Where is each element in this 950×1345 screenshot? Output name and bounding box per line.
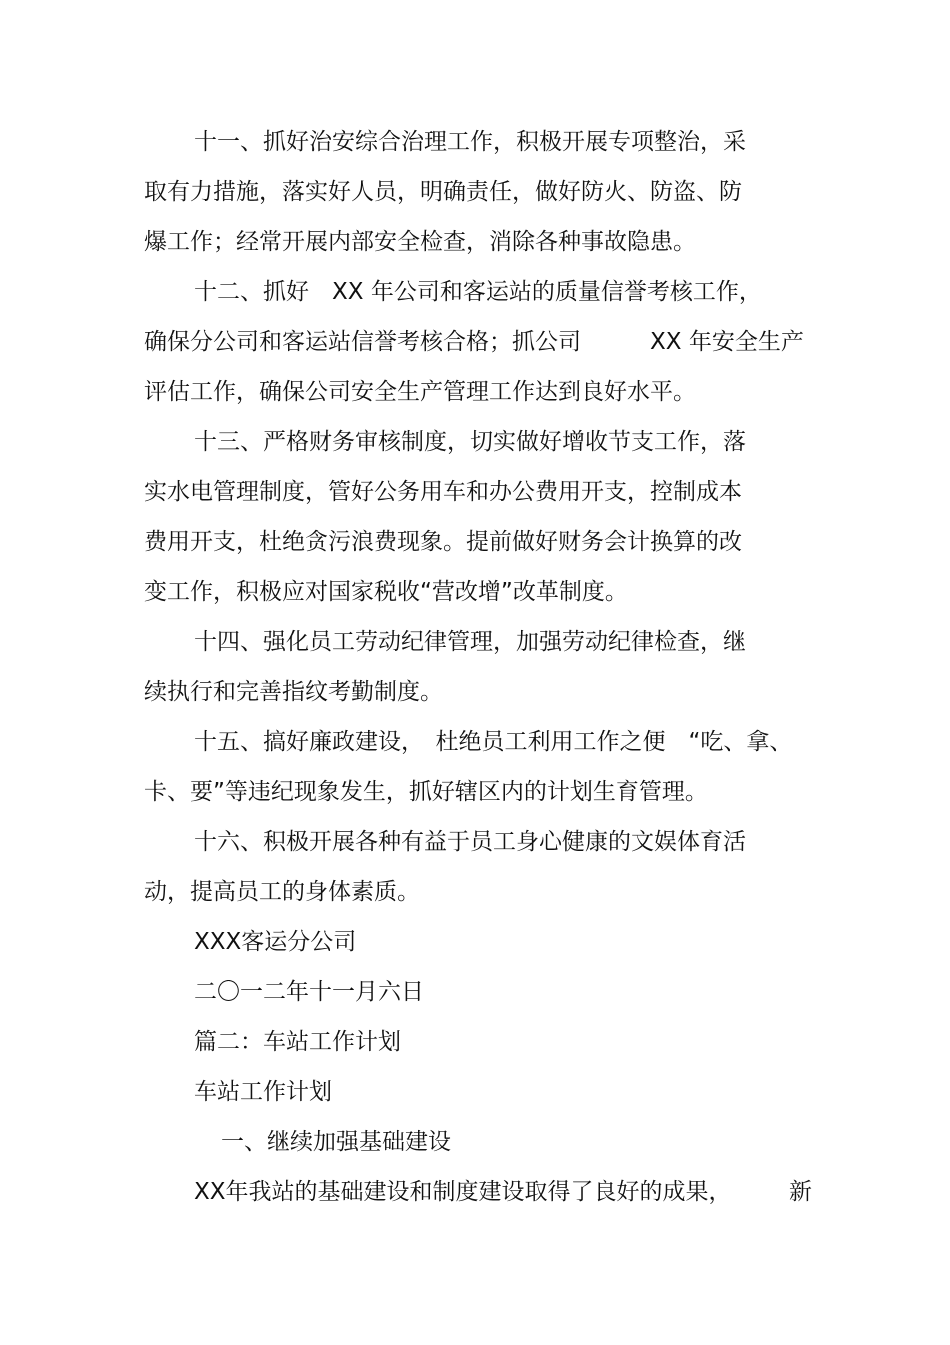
signature-date: 二〇一二年十一月六日 xyxy=(194,979,424,1005)
paragraph-13-line-1: 十三、严格财务审核制度，切实做好增收节支工作，落 xyxy=(194,429,746,455)
paragraph-15-line-2: 卡、要”等违纪现象发生，抓好辖区内的计划生育管理。 xyxy=(144,779,708,805)
paragraph-13-line-3: 费用开支，杜绝贪污浪费现象。提前做好财务会计换算的改 xyxy=(144,529,742,555)
paragraph-12-line-2: 确保分公司和客运站信誉考核合格；抓公司 XX 年安全生产 xyxy=(144,329,804,355)
body-paragraph-line-1: XX年我站的基础建设和制度建设取得了良好的成果， 新 xyxy=(194,1179,813,1205)
paragraph-14-line-1: 十四、强化员工劳动纪律管理，加强劳动纪律检查，继 xyxy=(194,629,746,655)
paragraph-15-line-1: 十五、搞好廉政建设， 杜绝员工利用工作之便 “吃、拿、 xyxy=(194,729,793,755)
paragraph-12-line-1: 十二、抓好 XX 年公司和客运站的质量信誉考核工作， xyxy=(194,279,762,305)
paragraph-11-line-1: 十一、抓好治安综合治理工作，积极开展专项整治，采 xyxy=(194,129,746,155)
subsection-heading: 一、继续加强基础建设 xyxy=(221,1129,451,1155)
paragraph-16-line-1: 十六、积极开展各种有益于员工身心健康的文娱体育活 xyxy=(194,829,746,855)
paragraph-12-line-3: 评估工作，确保公司安全生产管理工作达到良好水平。 xyxy=(144,379,696,405)
paragraph-16-line-2: 动，提高员工的身体素质。 xyxy=(144,879,420,905)
document-title: 车站工作计划 xyxy=(194,1079,332,1105)
signature-company: XXX客运分公司 xyxy=(194,929,357,955)
paragraph-11-line-2: 取有力措施，落实好人员，明确责任，做好防火、防盗、防 xyxy=(144,179,742,205)
paragraph-14-line-2: 续执行和完善指纹考勤制度。 xyxy=(144,679,443,705)
paragraph-11-line-3: 爆工作；经常开展内部安全检查，消除各种事故隐患。 xyxy=(144,229,696,255)
paragraph-13-line-2: 实水电管理制度，管好公务用车和办公费用开支，控制成本 xyxy=(144,479,742,505)
section-heading: 篇二：车站工作计划 xyxy=(194,1029,401,1055)
paragraph-13-line-4: 变工作，积极应对国家税收“营改增”改革制度。 xyxy=(144,579,628,605)
